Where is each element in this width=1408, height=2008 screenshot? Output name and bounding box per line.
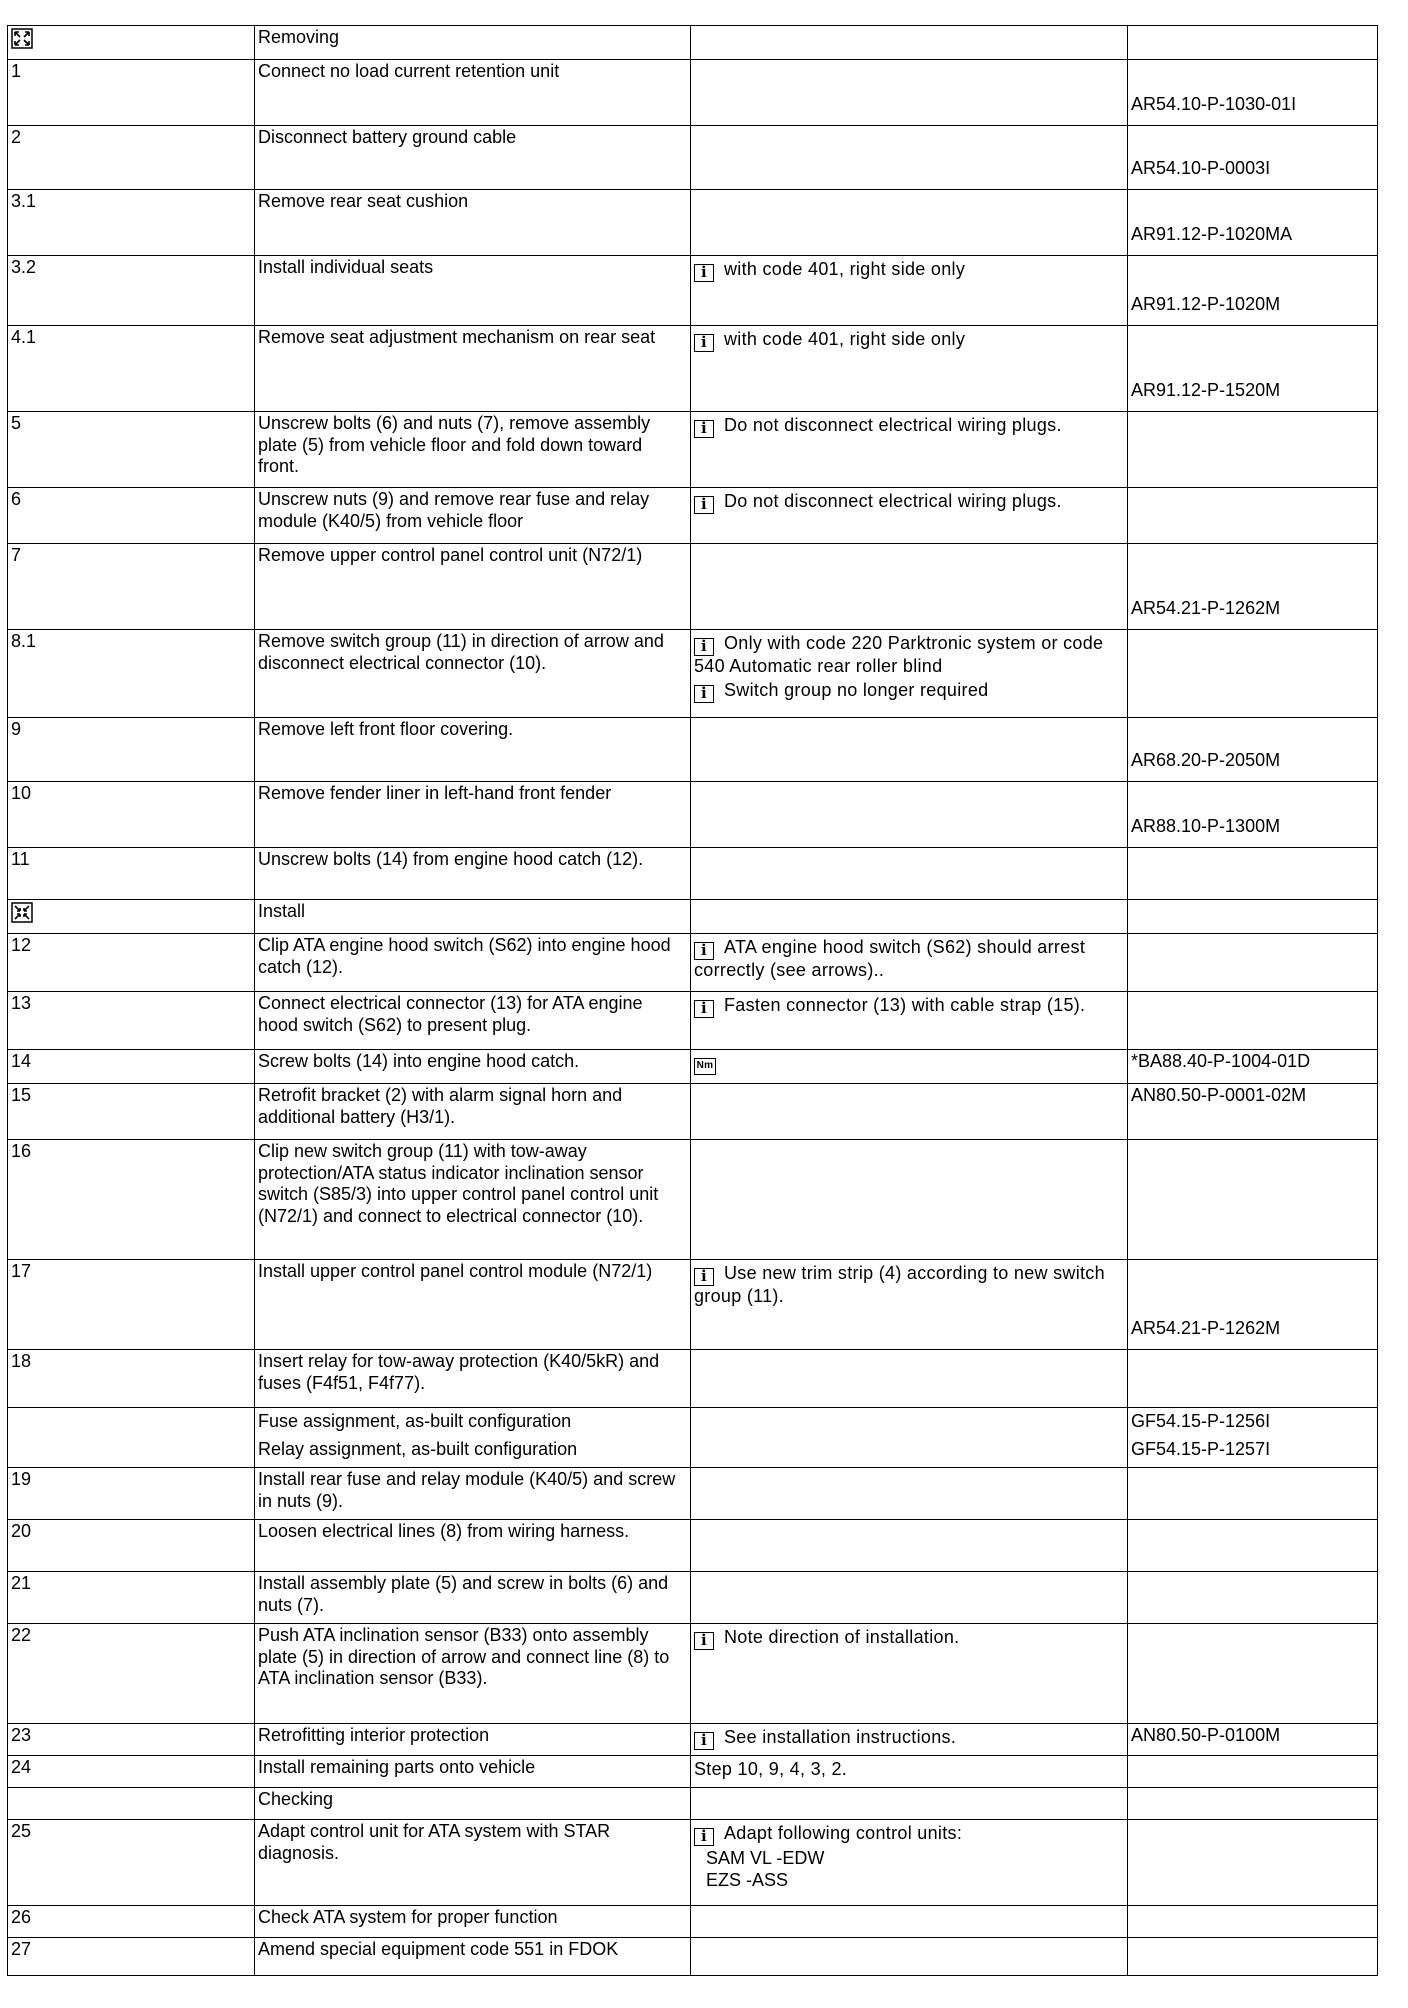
- note-text: See installation instructions.: [724, 1727, 957, 1747]
- action-text: Unscrew bolts (14) from engine hood catch (12).: [258, 849, 644, 869]
- note-text: Note direction of installation.: [724, 1627, 960, 1647]
- action-cell: [255, 1756, 691, 1788]
- notes-cell: [691, 1906, 1128, 1938]
- info-icon: i: [694, 1828, 714, 1846]
- action-text: Clip ATA engine hood switch (S62) into engine hood catch (12).: [258, 935, 671, 977]
- reference-cell: [1128, 190, 1378, 256]
- reference-cell: [1128, 544, 1378, 630]
- notes-cell: [691, 1260, 1128, 1350]
- action-text: Connect electrical connector (13) for ATA engine hood switch (S62) to present plug.: [258, 993, 643, 1035]
- reference-link[interactable]: GF54.15-P-1257I: [1131, 1438, 1271, 1459]
- notes-cell: [691, 26, 1128, 60]
- step-cell: [8, 1820, 255, 1906]
- table-row: [8, 1906, 1378, 1938]
- action-cell: [255, 1906, 691, 1938]
- step-number: 26: [11, 1907, 32, 1927]
- reference-cell: [1128, 782, 1378, 848]
- note-line: EZS -ASS: [706, 1869, 789, 1890]
- note: [694, 415, 1124, 438]
- step-cell: [8, 992, 255, 1050]
- action-cell: [255, 1520, 691, 1572]
- action-text: Retrofitting interior protection: [258, 1725, 490, 1745]
- table-row: [8, 992, 1378, 1050]
- action-cell: [255, 488, 691, 544]
- action-text: Unscrew nuts (9) and remove rear fuse and relay module (K40/5) from vehicle floor: [258, 489, 650, 531]
- note: [694, 1759, 1124, 1781]
- action-cell: [255, 1084, 691, 1140]
- action-text: Loosen electrical lines (8) from wiring harness.: [258, 1521, 630, 1541]
- note: [694, 1053, 1124, 1075]
- reference-link[interactable]: GF54.15-P-1256I: [1131, 1411, 1271, 1431]
- step-number: 3.1: [11, 191, 37, 211]
- step-cell: [8, 412, 255, 488]
- action-cell: [255, 1820, 691, 1906]
- step-number: 10: [11, 783, 32, 803]
- action-cell: [255, 412, 691, 488]
- step-cell: [8, 1624, 255, 1724]
- action-text: Insert relay for tow-away protection (K40/5kR) and fuses (F4f51, F4f77).: [258, 1351, 660, 1393]
- procedure-sheet: [7, 25, 1378, 1976]
- table-row: [8, 412, 1378, 488]
- step-number: 24: [11, 1757, 32, 1777]
- notes-cell: [691, 1468, 1128, 1520]
- step-number: 15: [11, 1085, 32, 1105]
- step-number: 9: [11, 719, 22, 739]
- reference-link[interactable]: AR88.10-P-1300M: [1131, 815, 1281, 836]
- action-cell: [255, 934, 691, 992]
- table-row: [8, 126, 1378, 190]
- table-row: [8, 900, 1378, 934]
- action-text: Screw bolts (14) into engine hood catch.: [258, 1051, 580, 1071]
- step-number: 21: [11, 1573, 32, 1593]
- note-text: Only with code 220 Parktronic system or code 540 Automatic rear roller blind: [694, 633, 1104, 676]
- action-text: Clip new switch group (11) with tow-away protection/ATA status indicator inclination sensor switch (S85/3) into upper control panel control unit (N72/1) and connect to electrical connector (10).: [258, 1141, 659, 1226]
- action-cell: [255, 900, 691, 934]
- note-text: ATA engine hood switch (S62) should arrest correctly (see arrows)..: [694, 937, 1086, 980]
- action-cell: [255, 256, 691, 326]
- info-icon: i: [694, 1732, 714, 1750]
- note-line: SAM VL -EDW: [706, 1848, 825, 1868]
- reference-cell: [1128, 1906, 1378, 1938]
- reference-cell: [1128, 1350, 1378, 1408]
- table-row: [8, 26, 1378, 60]
- action-text: Install: [258, 901, 306, 921]
- info-icon: i: [694, 1268, 714, 1286]
- table-row: [8, 934, 1378, 992]
- reference-cell: [1128, 1788, 1378, 1820]
- reference-cell: [1128, 1938, 1378, 1976]
- table-row: [8, 1350, 1378, 1408]
- table-row: [8, 488, 1378, 544]
- step-cell: [8, 60, 255, 126]
- reference-cell: [1128, 488, 1378, 544]
- info-icon: i: [694, 942, 714, 960]
- note-text: Use new trim strip (4) according to new switch group (11).: [694, 1263, 1105, 1306]
- action-cell: [255, 1468, 691, 1520]
- table-row: [8, 1788, 1378, 1820]
- action-cell: [255, 1624, 691, 1724]
- action-text: Adapt control unit for ATA system with STAR diagnosis.: [258, 1821, 611, 1863]
- action-text: Install individual seats: [258, 257, 434, 277]
- step-number: 6: [11, 489, 22, 509]
- step-cell: [8, 488, 255, 544]
- reference-cell: [1128, 1140, 1378, 1260]
- action-text: Install remaining parts onto vehicle: [258, 1757, 536, 1777]
- step-number: 16: [11, 1141, 32, 1161]
- action-text: Connect no load current retention unit: [258, 61, 560, 81]
- reference-cell: [1128, 1724, 1378, 1756]
- step-cell: [8, 1756, 255, 1788]
- note: [694, 633, 1124, 678]
- info-icon: i: [694, 685, 714, 703]
- table-row: [8, 544, 1378, 630]
- reference-cell: [1128, 1468, 1378, 1520]
- notes-cell: [691, 1624, 1128, 1724]
- reference-link[interactable]: AN80.50-P-0001-02M: [1131, 1085, 1307, 1105]
- step-number: 22: [11, 1625, 32, 1645]
- table-row: [8, 1408, 1378, 1468]
- reference-cell: [1128, 848, 1378, 900]
- note: [694, 1823, 1124, 1846]
- note: [694, 259, 1124, 282]
- table-row: [8, 1050, 1378, 1084]
- note: [694, 937, 1124, 982]
- reference-cell: [1128, 992, 1378, 1050]
- notes-cell: [691, 1756, 1128, 1788]
- reference-cell: [1128, 1756, 1378, 1788]
- action-cell: [255, 26, 691, 60]
- torque-icon: Nm: [694, 1058, 716, 1075]
- table-row: [8, 1756, 1378, 1788]
- reference-cell: [1128, 718, 1378, 782]
- reference-cell: [1128, 1050, 1378, 1084]
- step-number: 18: [11, 1351, 32, 1371]
- notes-cell: [691, 1050, 1128, 1084]
- table-row: [8, 326, 1378, 412]
- notes-cell: [691, 1084, 1128, 1140]
- step-cell: [8, 848, 255, 900]
- note-text: Do not disconnect electrical wiring plugs.: [724, 415, 1062, 435]
- reference-cell: [1128, 1572, 1378, 1624]
- note-text: Step 10, 9, 4, 3, 2.: [694, 1759, 848, 1779]
- step-number: 5: [11, 413, 22, 433]
- step-number: 19: [11, 1469, 32, 1489]
- note-text: Adapt following control units:: [724, 1823, 963, 1843]
- notes-cell: [691, 190, 1128, 256]
- notes-cell: [691, 326, 1128, 412]
- reference-cell: [1128, 1520, 1378, 1572]
- step-cell: [8, 1140, 255, 1260]
- reference-cell: [1128, 326, 1378, 412]
- step-cell: [8, 544, 255, 630]
- table-row: [8, 60, 1378, 126]
- reference-cell: [1128, 1260, 1378, 1350]
- action-text: Amend special equipment code 551 in FDOK: [258, 1939, 619, 1959]
- step-cell: [8, 1572, 255, 1624]
- reference-cell: [1128, 630, 1378, 718]
- action-text: Remove rear seat cushion: [258, 191, 469, 211]
- notes-cell: [691, 412, 1128, 488]
- step-cell: [8, 126, 255, 190]
- reference-cell: [1128, 1408, 1378, 1468]
- action-cell: [255, 848, 691, 900]
- notes-cell: [691, 1820, 1128, 1906]
- step-number: 23: [11, 1725, 32, 1745]
- reference-cell: [1128, 26, 1378, 60]
- notes-cell: [691, 1572, 1128, 1624]
- action-text: Relay assignment, as-built configuration: [258, 1438, 578, 1459]
- notes-cell: [691, 848, 1128, 900]
- notes-cell: [691, 126, 1128, 190]
- action-cell: [255, 630, 691, 718]
- step-cell: [8, 326, 255, 412]
- step-number: 12: [11, 935, 32, 955]
- action-text: Fuse assignment, as-built configuration: [258, 1411, 572, 1431]
- step-cell: [8, 256, 255, 326]
- step-cell: [8, 1788, 255, 1820]
- step-cell: [8, 934, 255, 992]
- step-number: 14: [11, 1051, 32, 1071]
- step-cell: [8, 1084, 255, 1140]
- action-text: Removing: [258, 27, 340, 47]
- reference-link[interactable]: AR54.21-P-1262M: [1131, 597, 1281, 618]
- step-number: 3.2: [11, 257, 37, 277]
- action-cell: [255, 326, 691, 412]
- action-cell: [255, 1050, 691, 1084]
- reference-link[interactable]: AR91.12-P-1020M: [1131, 293, 1281, 314]
- note: [694, 680, 1124, 703]
- info-icon: i: [694, 1632, 714, 1650]
- info-icon: i: [694, 638, 714, 656]
- step-number: 4.1: [11, 327, 37, 347]
- action-cell: [255, 1260, 691, 1350]
- info-icon: i: [694, 420, 714, 438]
- action-text: Install assembly plate (5) and screw in bolts (6) and nuts (7).: [258, 1573, 669, 1615]
- reference-cell: [1128, 900, 1378, 934]
- note-text: Fasten connector (13) with cable strap (15).: [724, 995, 1086, 1015]
- procedure-table: [7, 25, 1378, 1976]
- note: [694, 1627, 1124, 1650]
- install-icon: [11, 902, 33, 923]
- reference-link[interactable]: AR91.12-P-1520M: [1131, 379, 1281, 400]
- step-cell: [8, 718, 255, 782]
- table-row: [8, 1724, 1378, 1756]
- action-text: Install rear fuse and relay module (K40/5) and screw in nuts (9).: [258, 1469, 676, 1511]
- table-row: [8, 630, 1378, 718]
- action-text: Remove switch group (11) in direction of arrow and disconnect electrical connector (10).: [258, 631, 664, 673]
- table-row: [8, 848, 1378, 900]
- table-row: [8, 256, 1378, 326]
- table-row: [8, 1938, 1378, 1976]
- reference-cell: [1128, 934, 1378, 992]
- table-row: [8, 1520, 1378, 1572]
- step-number: 25: [11, 1821, 32, 1841]
- action-text: Retrofit bracket (2) with alarm signal horn and additional battery (H3/1).: [258, 1085, 623, 1127]
- action-text: Remove seat adjustment mechanism on rear seat: [258, 327, 656, 347]
- table-row: [8, 1572, 1378, 1624]
- action-cell: [255, 1350, 691, 1408]
- step-cell: [8, 1724, 255, 1756]
- note-text: with code 401, right side only: [724, 329, 966, 349]
- notes-cell: [691, 934, 1128, 992]
- step-cell: [8, 630, 255, 718]
- notes-cell: [691, 782, 1128, 848]
- action-cell: [255, 544, 691, 630]
- note: [694, 491, 1124, 514]
- step-number: 17: [11, 1261, 32, 1281]
- procedure-table-body: [8, 26, 1378, 1976]
- removing-icon: [11, 28, 33, 49]
- step-cell: [8, 900, 255, 934]
- reference-link[interactable]: AR91.12-P-1020MA: [1131, 223, 1293, 244]
- step-cell: [8, 1520, 255, 1572]
- table-row: [8, 1140, 1378, 1260]
- action-cell: [255, 718, 691, 782]
- reference-link[interactable]: AR54.10-P-0003I: [1131, 157, 1271, 178]
- notes-cell: [691, 1724, 1128, 1756]
- notes-cell: [691, 1140, 1128, 1260]
- table-row: [8, 1084, 1378, 1140]
- action-cell: [255, 1572, 691, 1624]
- reference-cell: [1128, 1820, 1378, 1906]
- reference-cell: [1128, 256, 1378, 326]
- step-cell: [8, 1260, 255, 1350]
- notes-cell: [691, 1788, 1128, 1820]
- step-number: 1: [11, 61, 22, 81]
- reference-link[interactable]: AR54.10-P-1030-01I: [1131, 93, 1297, 114]
- notes-cell: [691, 1938, 1128, 1976]
- table-row: [8, 1468, 1378, 1520]
- step-number: 8.1: [11, 631, 37, 651]
- step-cell: [8, 190, 255, 256]
- notes-cell: [691, 488, 1128, 544]
- table-row: [8, 1820, 1378, 1906]
- action-text: Check ATA system for proper function: [258, 1907, 558, 1927]
- notes-cell: [691, 544, 1128, 630]
- action-text: Unscrew bolts (6) and nuts (7), remove assembly plate (5) from vehicle floor and fold down toward front.: [258, 413, 651, 476]
- step-cell: [8, 1906, 255, 1938]
- reference-link[interactable]: AN80.50-P-0100M: [1131, 1725, 1281, 1745]
- info-icon: i: [694, 496, 714, 514]
- action-cell: [255, 126, 691, 190]
- reference-cell: [1128, 412, 1378, 488]
- table-row: [8, 1260, 1378, 1350]
- step-number: 13: [11, 993, 32, 1013]
- action-cell: [255, 1140, 691, 1260]
- action-text: Disconnect battery ground cable: [258, 127, 517, 147]
- step-number: 11: [11, 849, 30, 869]
- reference-link[interactable]: *BA88.40-P-1004-01D: [1131, 1051, 1311, 1071]
- step-cell: [8, 1938, 255, 1976]
- info-icon: i: [694, 334, 714, 352]
- action-cell: [255, 992, 691, 1050]
- note-text: with code 401, right side only: [724, 259, 966, 279]
- reference-link[interactable]: AR54.21-P-1262M: [1131, 1317, 1281, 1338]
- step-number: 20: [11, 1521, 32, 1541]
- step-cell: [8, 1408, 255, 1468]
- reference-cell: [1128, 60, 1378, 126]
- notes-cell: [691, 1350, 1128, 1408]
- action-text: Remove fender liner in left-hand front fender: [258, 783, 612, 803]
- notes-cell: [691, 992, 1128, 1050]
- step-cell: [8, 26, 255, 60]
- reference-link[interactable]: AR68.20-P-2050M: [1131, 749, 1281, 770]
- action-cell: [255, 1938, 691, 1976]
- action-text: Install upper control panel control module (N72/1): [258, 1261, 653, 1281]
- note: [694, 329, 1124, 352]
- step-number: 27: [11, 1939, 32, 1959]
- note: [694, 1263, 1124, 1308]
- action-text: Checking: [258, 1789, 334, 1809]
- notes-cell: [691, 60, 1128, 126]
- info-icon: i: [694, 1000, 714, 1018]
- step-cell: [8, 782, 255, 848]
- step-number: 2: [11, 127, 22, 147]
- action-cell: [255, 1408, 691, 1468]
- note-text: Switch group no longer required: [724, 679, 989, 700]
- reference-cell: [1128, 1624, 1378, 1724]
- action-cell: [255, 1724, 691, 1756]
- step-cell: [8, 1050, 255, 1084]
- notes-cell: [691, 900, 1128, 934]
- action-text: Remove upper control panel control unit (N72/1): [258, 545, 643, 565]
- action-text: Remove left front floor covering.: [258, 719, 514, 739]
- notes-cell: [691, 1408, 1128, 1468]
- reference-cell: [1128, 126, 1378, 190]
- info-icon: i: [694, 264, 714, 282]
- table-row: [8, 190, 1378, 256]
- step-cell: [8, 1350, 255, 1408]
- table-row: [8, 718, 1378, 782]
- notes-cell: [691, 1520, 1128, 1572]
- table-row: [8, 782, 1378, 848]
- notes-cell: [691, 256, 1128, 326]
- action-cell: [255, 782, 691, 848]
- action-cell: [255, 60, 691, 126]
- step-cell: [8, 1468, 255, 1520]
- reference-cell: [1128, 1084, 1378, 1140]
- action-text: Push ATA inclination sensor (B33) onto assembly plate (5) in direction of arrow and connect line (8) to ATA inclination sensor (B33).: [258, 1625, 670, 1688]
- notes-cell: [691, 630, 1128, 718]
- note-text: Do not disconnect electrical wiring plugs.: [724, 491, 1062, 511]
- note: [694, 1727, 1124, 1750]
- action-cell: [255, 190, 691, 256]
- note: [694, 995, 1124, 1018]
- notes-cell: [691, 718, 1128, 782]
- step-number: 7: [11, 545, 22, 565]
- table-row: [8, 1624, 1378, 1724]
- action-cell: [255, 1788, 691, 1820]
